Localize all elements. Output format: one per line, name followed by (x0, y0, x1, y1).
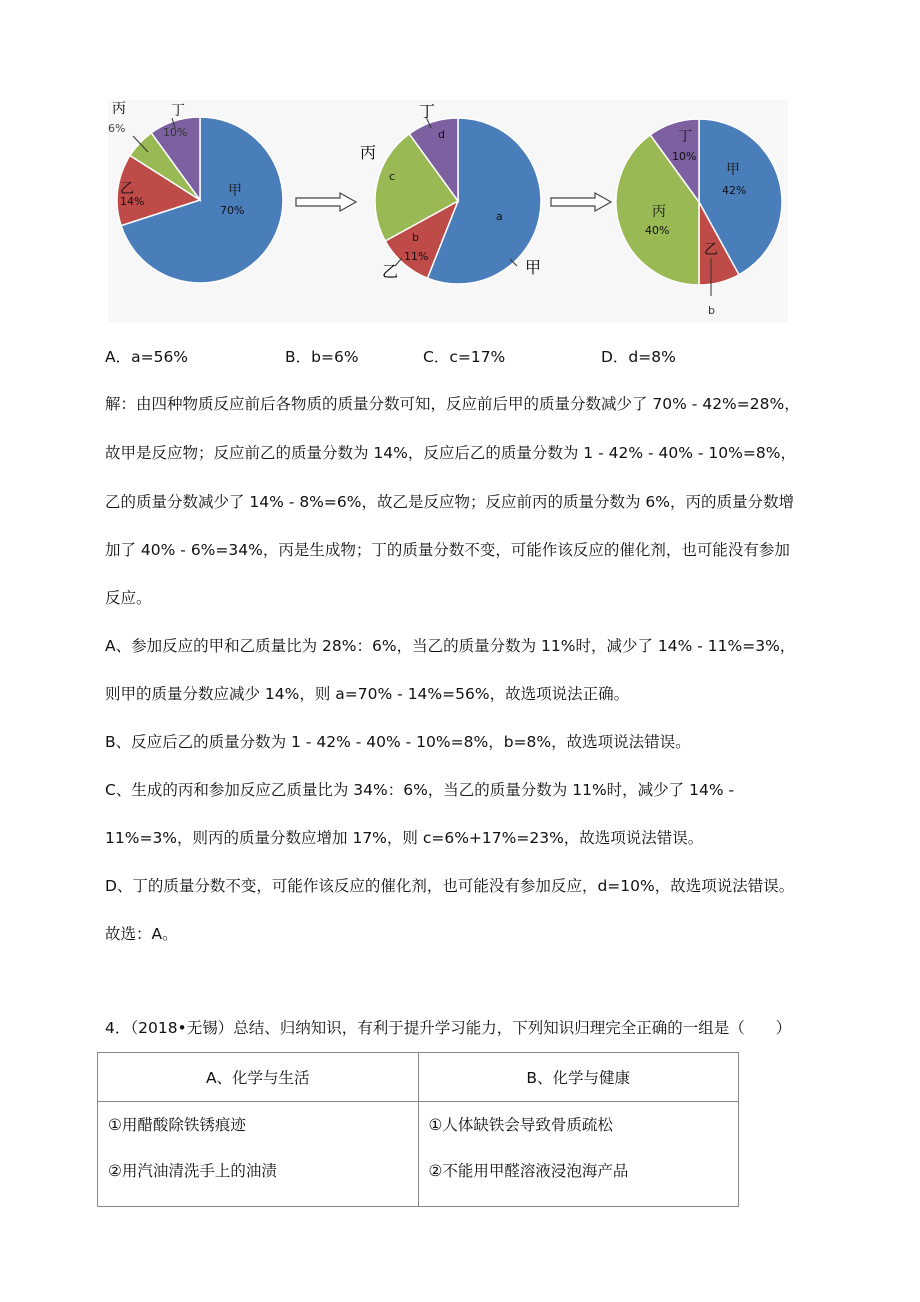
solution-line: 11%=3%，则丙的质量分数应增加 17%，则 c=6%+17%=23%，故选项说法错误。 (105, 829, 704, 847)
pie-label: 丙 (112, 101, 126, 117)
pie-value-label: 10% (672, 150, 697, 163)
table-item: ②不能用甲醛溶液浸泡海产品 (428, 1162, 629, 1180)
table-item: ②用汽油清洗手上的油渍 (108, 1162, 277, 1180)
pie-label: 丁 (171, 103, 185, 119)
arrow-icon (296, 193, 356, 211)
pie-charts-svg (0, 0, 920, 330)
pie-value-label: 40% (645, 224, 670, 237)
solution-line: 故甲是反应物；反应前乙的质量分数为 14%，反应后乙的质量分数为 1 - 42% - 40% - 10%=8%， (105, 444, 796, 462)
option-b: B．b=6% (285, 348, 359, 366)
pie-value-label: 10% (163, 126, 188, 139)
pie-value-label: c (389, 170, 396, 183)
pie-value-label: d (438, 128, 445, 141)
table-cell (418, 1102, 739, 1207)
pie-label: 甲 (726, 162, 740, 178)
solution-line: A、参加反应的甲和乙质量比为 28%：6%，当乙的质量分数为 11%时，减少了 14% - 11%=3%， (105, 637, 796, 655)
pie-label: 乙 (382, 262, 399, 281)
arrow-icon (551, 193, 611, 211)
option-d: D．d=8% (601, 348, 676, 366)
pie-label: 丁 (419, 102, 436, 121)
pie-chart-during (375, 118, 541, 284)
option-c: C．c=17% (423, 348, 506, 366)
solution-line: 故选：A。 (105, 925, 178, 943)
solution-line: 乙的质量分数减少了 14% - 8%=6%，故乙是反应物；反应前丙的质量分数为 6%，丙的质量分数增 (105, 493, 795, 511)
table-header: B、化学与健康 (418, 1053, 739, 1102)
solution-line: B、反应后乙的质量分数为 1 - 42% - 40% - 10%=8%，b=8%，故选项说法错误。 (105, 733, 691, 751)
pie-value-label: 70% (220, 204, 245, 217)
table-header: A、化学与生活 (98, 1053, 419, 1102)
table-cell (98, 1102, 419, 1207)
pie-value-label: b (412, 231, 419, 244)
pie-charts-figure (0, 0, 920, 330)
pie-value-label: b (708, 304, 715, 317)
question-4: 4．（2018•无锡）总结、归纳知识，有利于提升学习能力，下列知识归理完全正确的一组是（ ） (105, 1019, 792, 1037)
solution-line: 反应。 (105, 589, 152, 607)
pie-label: 丁 (678, 129, 692, 145)
knowledge-table (97, 1052, 739, 1207)
solution-line: 加了 40% - 6%=34%，丙是生成物；丁的质量分数不变，可能作该反应的催化剂，也可能没有参加 (105, 541, 790, 559)
pie-value-label: a (496, 210, 503, 223)
solution-line: C、生成的丙和参加反应乙质量比为 34%：6%，当乙的质量分数为 11%时，减少了 14% - (105, 781, 735, 799)
option-a: A．a=56% (105, 348, 189, 366)
pie-label: 乙 (704, 242, 718, 258)
table-item: ①人体缺铁会导致骨质疏松 (428, 1116, 613, 1134)
pie-value-label: 11% (404, 250, 429, 263)
table-item: ①用醋酸除铁锈痕迹 (108, 1116, 246, 1134)
pie-label: 丙 (360, 143, 377, 162)
pie-label: 乙 (120, 181, 134, 197)
pie-label: 甲 (525, 258, 542, 277)
pie-label: 丙 (652, 204, 666, 220)
solution-line: D、丁的质量分数不变，可能作该反应的催化剂，也可能没有参加反应，d=10%，故选项说法错误。 (105, 877, 795, 895)
pie-chart-after (616, 119, 782, 285)
pie-value-label: 42% (722, 184, 747, 197)
solution-line: 则甲的质量分数应减少 14%，则 a=70% - 14%=56%，故选项说法正确。 (105, 685, 630, 703)
pie-label: 甲 (228, 183, 242, 199)
solution-line: 解：由四种物质反应前后各物质的质量分数可知，反应前后甲的质量分数减少了 70% - 42%=28%， (105, 395, 800, 413)
pie-value-label: 14% (120, 195, 145, 208)
pie-value-label: 6% (108, 122, 126, 135)
